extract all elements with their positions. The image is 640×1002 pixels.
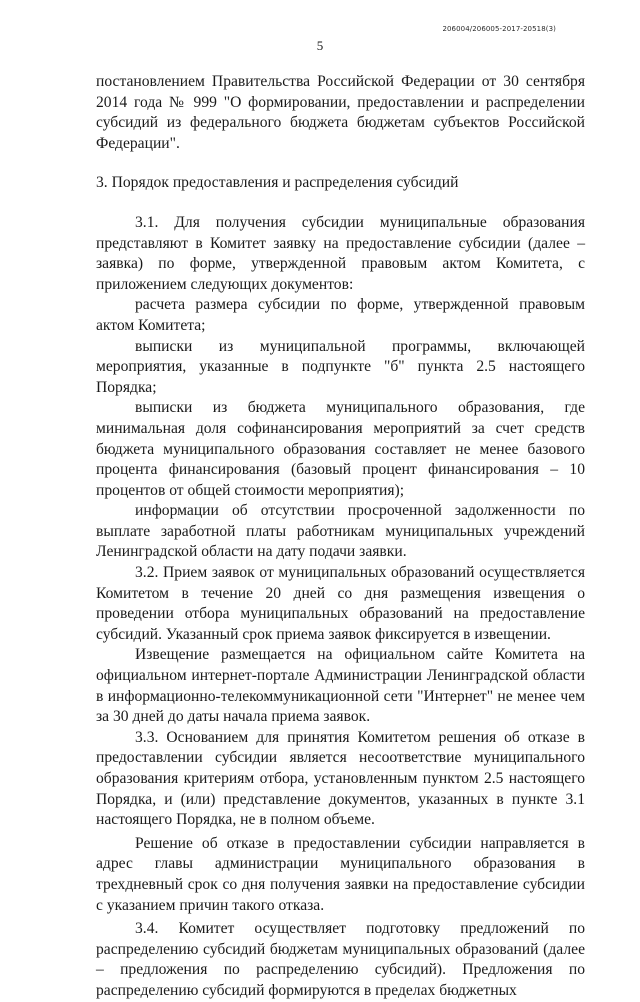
paragraph-notice: Извещение размещается на официальном сайте Комитета на официальном интернет-портале Администрации Ленинградской области в информационно-телекоммуникационной сети "Интернет" не менее чем за 30 дней до даты начала приема заявок. (96, 646, 585, 726)
paragraph-continuation: постановлением Правительства Российской Федерации от 30 сентября 2014 года № 999 "О формировании, предоставлении и распределении субсидий из федерального бюджета бюджетам субъектов Российской Федерации". (96, 73, 585, 152)
paragraph-3-3: 3.3. Основанием для принятия Комитетом решения об отказе в предоставлении субсидии является несоответствие муниципального образования критериям отбора, установленным пунктом 2.5 настоящего Порядка, и (или) представление документов, указанных в пункте 3.1 настоящего Порядка, не в полном объеме. (96, 728, 585, 829)
paragraph-3-2: 3.2. Прием заявок от муниципальных образований осуществляется Комитетом в течение 20 дней со дня размещения извещения о проведении отбора муниципальных образований на предоставление субсидий. Указанный срок приема заявок фиксируется в извещении. (96, 564, 585, 643)
paragraph-refusal: Решение об отказе в предоставлении субсидии направляется в адрес главы администрации муниципального образования в трехдневный срок со дня получения заявки на предоставление субсидии с указанием причин такого отказа. (96, 834, 585, 914)
document-body (96, 72, 585, 1002)
page-number: 5 (316, 38, 324, 53)
paragraph-3-1: 3.1. Для получения субсидии муниципальные образования представляют в Комитет заявку на предоставление субсидии (далее – заявка) по форме, утвержденной правовым актом Комитета, с приложением следующих документов: (96, 213, 585, 293)
section-heading: 3. Порядок предоставления и распределения субсидий (96, 174, 459, 192)
paragraph-3-4: 3.4. Комитет осуществляет подготовку предложений по распределению субсидий бюджетам муниципальных образований (далее – предложения по распределению субсидий). Предложения по распределению субсидий формируются в пределах бюджетных (96, 920, 585, 999)
paragraph-list-item: выписки из муниципальной программы, включающей мероприятия, указанные в подпункте "б" пункта 2.5 настоящего Порядка; (96, 337, 585, 396)
document-code: 206004/206005-2017-20518(3) (442, 25, 556, 33)
paragraph-list-item: выписки из бюджета муниципального образования, где минимальная доля софинансирования мероприятий за счет средств бюджета муниципального образования составляет не менее базового процента финансирования (базовый процент финансирования – 10 процентов от общей стоимости мероприятия); (96, 399, 585, 499)
paragraph-list-item: расчета размера субсидии по форме, утвержденной правовым актом Комитета; (96, 296, 585, 334)
paragraph-list-item: информации об отсутствии просроченной задолженности по выплате заработной платы работникам муниципальных учреждений Ленинградской области на дату подачи заявки. (96, 502, 585, 561)
